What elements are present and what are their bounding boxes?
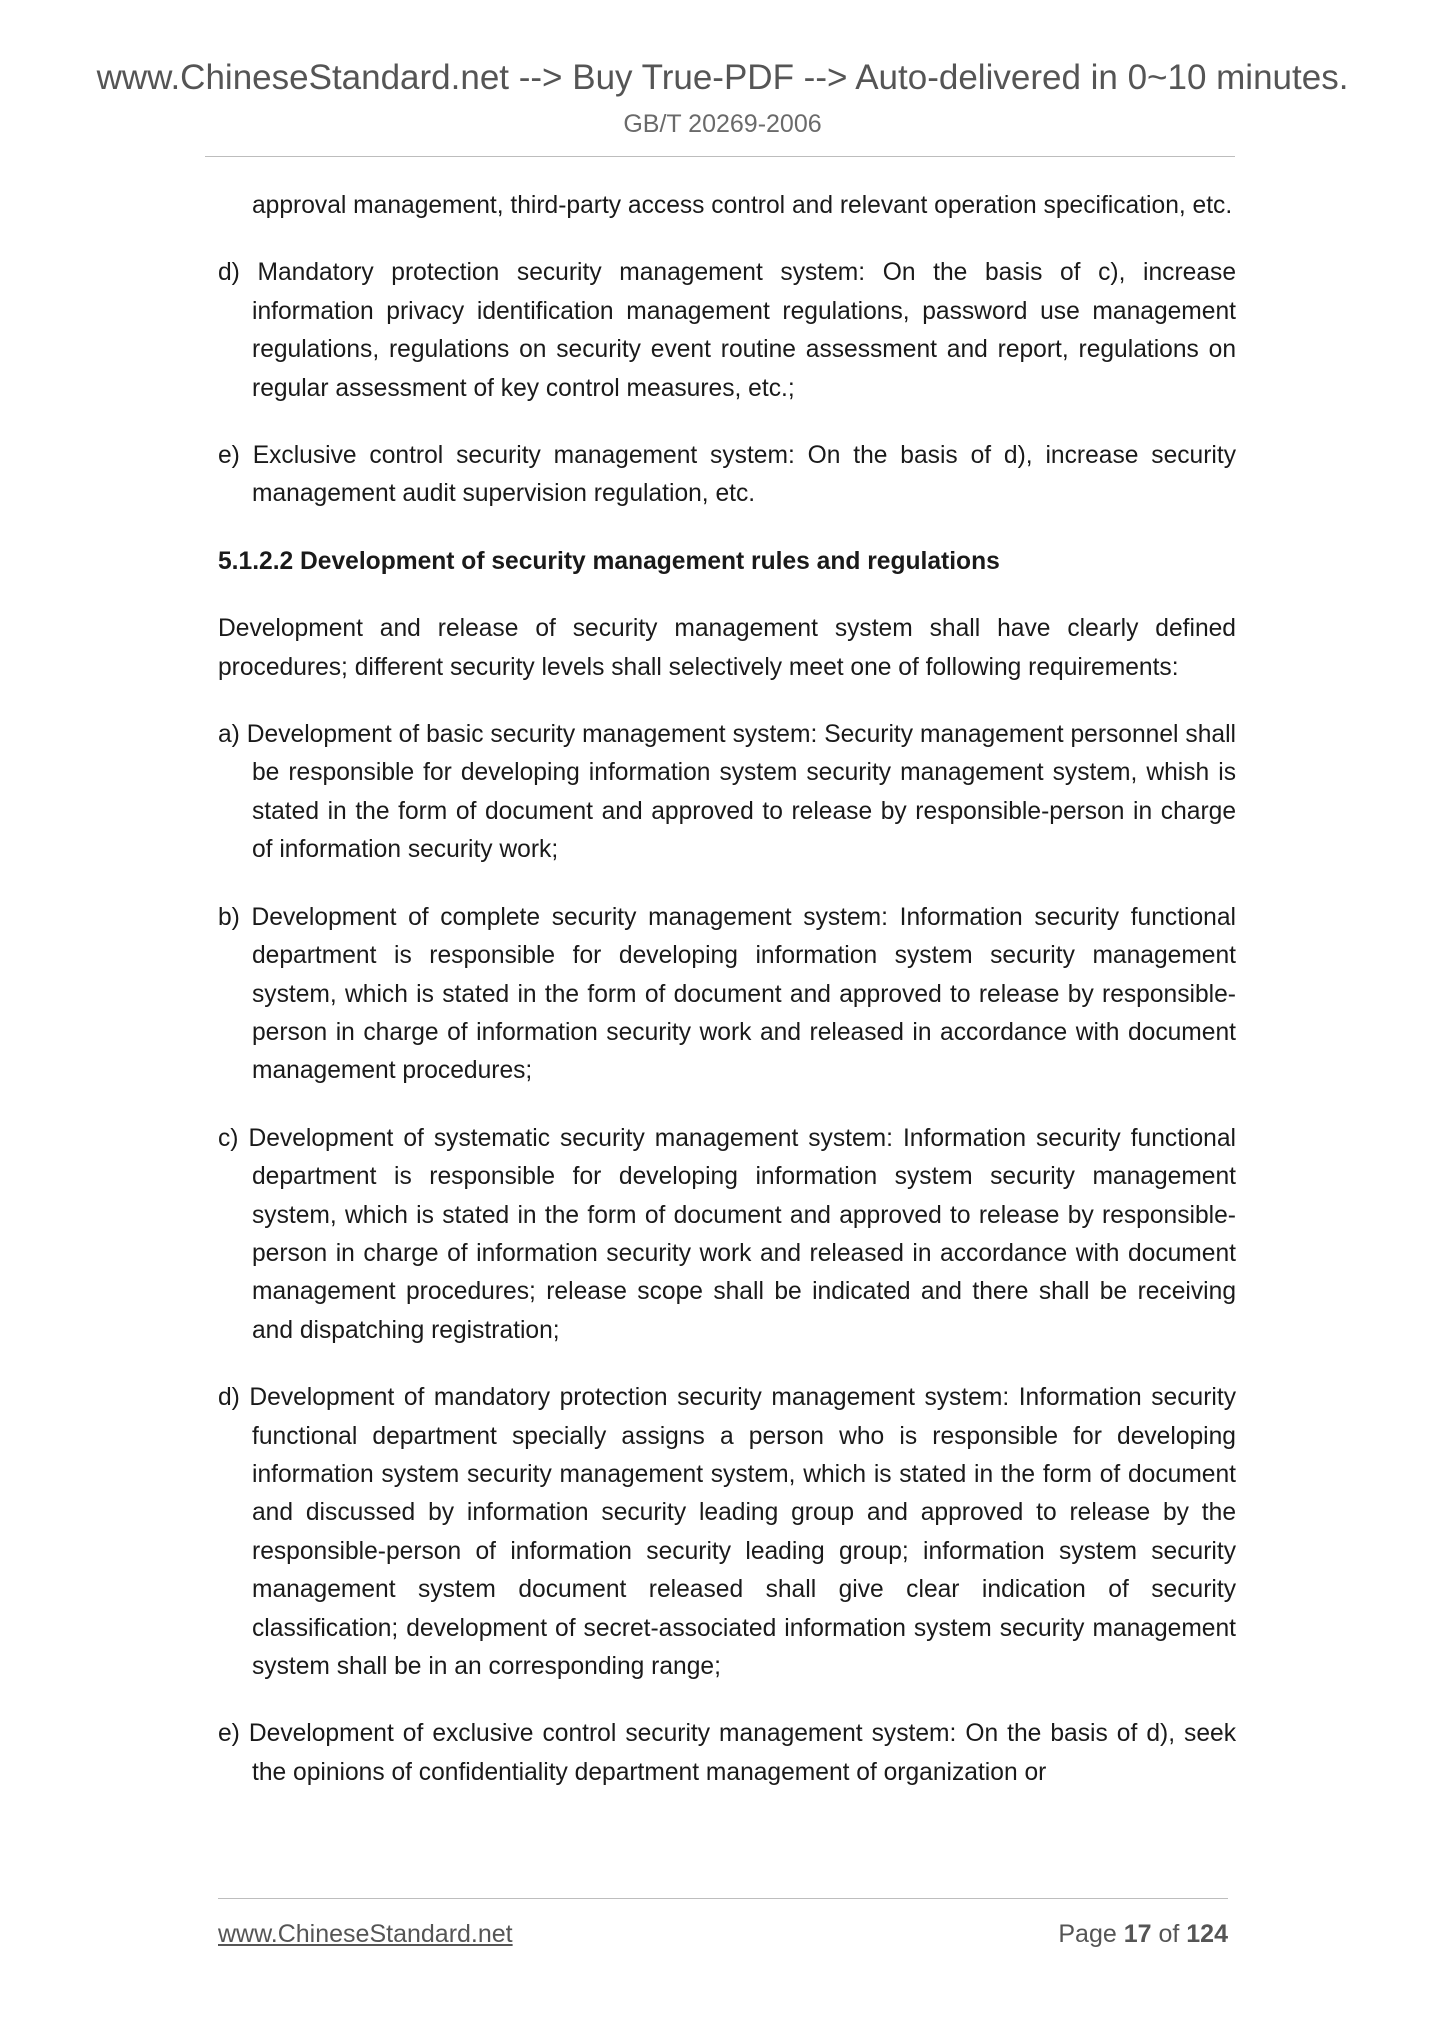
document-body xyxy=(218,187,1236,1792)
list-item-b: b) Development of complete security management system: Information security functional department is responsible for developing information system security management system, which is stated in the form of document and approved to release by responsible-person in charge of information security work and released in accordance with document management procedures; xyxy=(218,903,1236,1085)
list-item-c: c) Development of systematic security management system: Information security functional department is responsible for developing information system security management system, which is stated in the form of document and approved to release by responsible-person in charge of information security work and released in accordance with document management procedures; release scope shall be indicated and there shall be receiving and dispatching registration; xyxy=(218,1124,1236,1344)
header-title: www.ChineseStandard.net --> Buy True-PDF --> Auto-delivered in 0~10 minutes. xyxy=(96,58,1349,97)
page-current: 17 xyxy=(1123,1920,1152,1948)
header-divider xyxy=(205,156,1235,157)
paragraph-continuation: approval management, third-party access control and relevant operation specification, etc. xyxy=(252,192,1233,219)
footer-divider xyxy=(218,1898,1228,1899)
section-intro: Development and release of security management system shall have clearly defined procedures; different security levels shall selectively meet one of following requirements: xyxy=(218,615,1236,681)
list-item-e-exclusive: e) Exclusive control security management system: On the basis of d), increase security management audit supervision regulation, etc. xyxy=(218,442,1236,508)
standard-code: GB/T 20269-2006 xyxy=(623,110,822,138)
page-total: 124 xyxy=(1186,1920,1228,1948)
list-item-d-mandatory: d) Mandatory protection security management system: On the basis of c), increase information privacy identification management regulations, password use management regulations, regulations on security event routine assessment and report, regulations on regular assessment of key control measures, etc.; xyxy=(218,259,1236,402)
list-item-a: a) Development of basic security management system: Security management personnel shall be responsible for developing information system security management system, whish is stated in the form of document and approved to release by responsible-person in charge of information security work; xyxy=(218,721,1236,864)
footer-site-link[interactable]: www.ChineseStandard.net xyxy=(218,1920,513,1948)
page-of-label: of xyxy=(1158,1920,1180,1948)
page-label: Page xyxy=(1058,1920,1117,1948)
list-item-e: e) Development of exclusive control security management system: On the basis of d), seek the opinions of confidentiality department management of organization or xyxy=(218,1720,1236,1786)
list-item-d: d) Development of mandatory protection security management system: Information security functional department specially assigns a person who is responsible for developing information system security management system, which is stated in the form of document and discussed by information security leading group and approved to release by the responsible-person of information security leading group; information system security management system document released shall give clear indication of security classification; development of secret-associated information system security management system shall be in an corresponding range; xyxy=(218,1384,1236,1680)
section-heading: 5.1.2.2 Development of security management rules and regulations xyxy=(218,547,1000,575)
page-number xyxy=(1058,1918,1228,1950)
page-header xyxy=(0,56,1445,140)
